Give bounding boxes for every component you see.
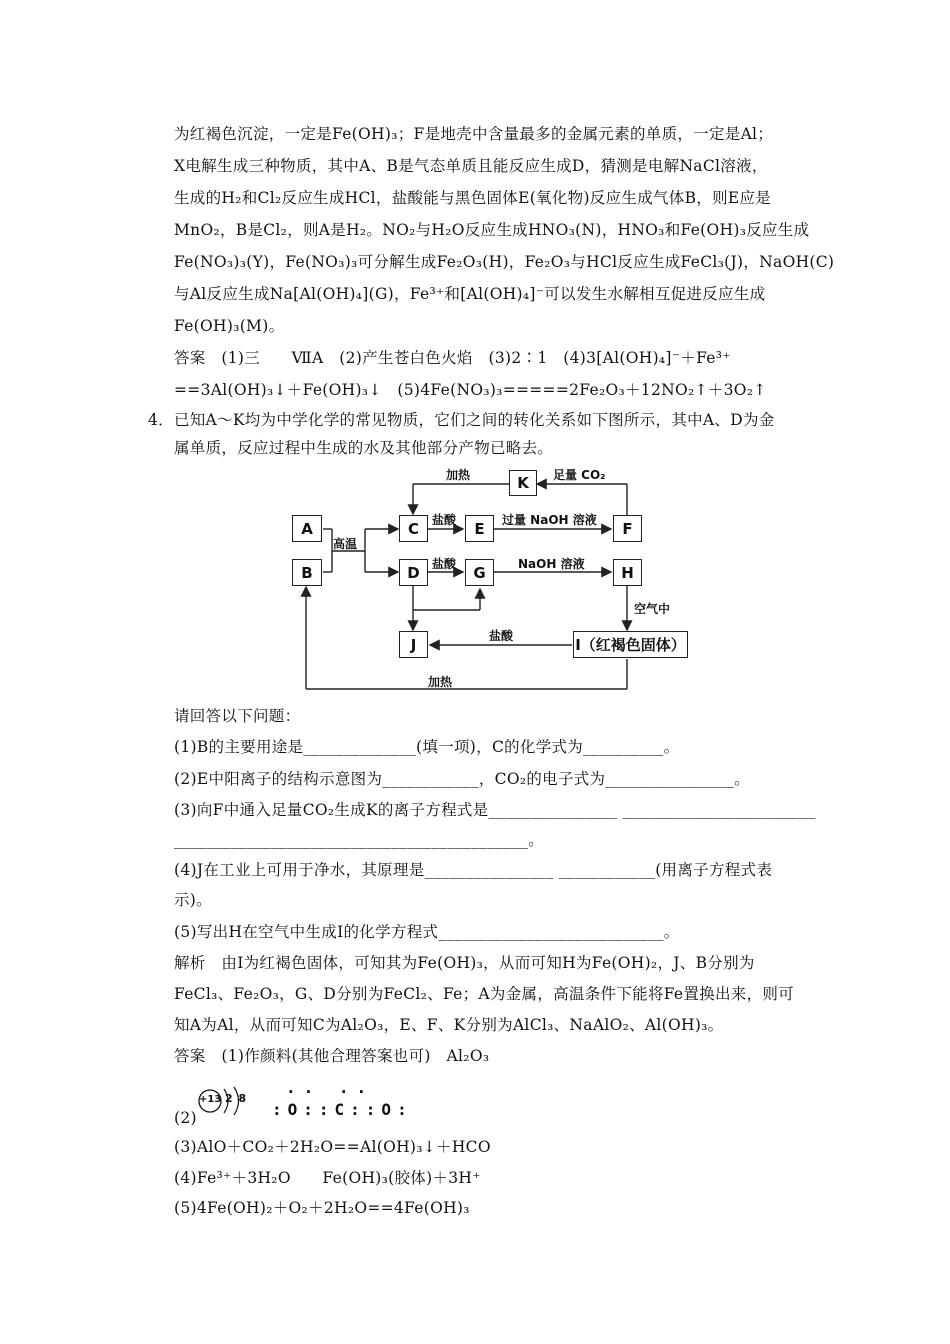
box-a: A [292, 515, 322, 542]
box-f: F [613, 515, 642, 542]
text-line: Fe(NO₃)₃(Y)，Fe(NO₃)₃可分解生成Fe₂O₃(H)，Fe₂O₃与HCl反应生成FeCl₃(J)，NaOH(C) [174, 253, 835, 271]
box-b: B [292, 559, 322, 586]
question-prompt: 请回答以下问题： [174, 707, 301, 725]
atom-structure-diagram [196, 1083, 256, 1119]
analysis-line: FeCl₃、Fe₂O₃，G、D分别为FeCl₂、Fe；A为金属，高温条件下能将Fe置换出来，则可 [174, 985, 794, 1003]
box-d: D [399, 559, 428, 586]
box-e: E [465, 515, 494, 542]
label-hcl-dg: 盐酸 [432, 557, 457, 571]
text-line: 与Al反应生成Na[Al(OH)₄](G)，Fe³⁺和[Al(OH)₄]⁻可以发生水解相互促进反应生成 [174, 285, 766, 303]
label-heat-bottom: 加热 [428, 675, 453, 689]
label-air: 空气中 [634, 602, 671, 616]
analysis-line: 知A为Al，从而可知C为Al₂O₃，E、F、K分别为AlCl₃、NaAlO₂、Al(OH)₃。 [174, 1016, 724, 1034]
label-naoh: NaOH 溶液 [518, 557, 585, 571]
label-naoh-excess: 过量 NaOH 溶液 [502, 513, 597, 527]
label-heat-top: 加热 [446, 468, 471, 482]
question-item: 示)。 [174, 891, 212, 909]
co2-electron-formula: :O::C::O: [272, 1100, 413, 1119]
question-4-stem: 属单质，反应过程中生成的水及其他部分产物已略去。 [174, 439, 554, 457]
text-line: 生成的H₂和Cl₂反应生成HCl，盐酸能与黑色固体E(氧化物)反应生成气体B，则E应是 [174, 189, 772, 207]
answer-line: (4)Fe³⁺＋3H₂O Fe(OH)₃(胶体)＋3H⁺ [174, 1169, 481, 1187]
question-4-stem: 4．已知A～K均为中学化学的常见物质，它们之间的转化关系如下图所示，其中A、D为金 [148, 411, 775, 429]
box-c: C [399, 515, 428, 542]
reaction-diagram [288, 463, 688, 698]
answer-line: ==3Al(OH)₃↓＋Fe(OH)₃↓ (5)4Fe(NO₃)₃=====2Fe₂O₃＋12NO₂↑＋3O₂↑ [174, 381, 767, 399]
analysis-line: 解析 由I为红褐色固体，可知其为Fe(OH)₃，从而可知H为Fe(OH)₂，J、B分别为 [174, 954, 755, 972]
question-item: (4)J在工业上可用于净水，其原理是________________ ____________(用离子方程式表 [174, 861, 773, 879]
answer-line: (5)4Fe(OH)₂＋O₂＋2H₂O==4Fe(OH)₃ [174, 1199, 470, 1217]
text-line: Fe(OH)₃(M)。 [174, 317, 285, 335]
atom-nucleus: +13 [199, 1094, 222, 1105]
label-hcl-ij: 盐酸 [489, 629, 514, 643]
question-item: (1)B的主要用途是______________(填一项)，C的化学式为__________。 [174, 738, 680, 756]
atom-shell-electrons: 2 8 [225, 1092, 248, 1105]
label-high-temp: 高温 [333, 537, 358, 551]
box-h: H [613, 559, 642, 586]
text-line: MnO₂，B是Cl₂，则A是H₂。NO₂与H₂O反应生成HNO₃(N)，HNO₃和Fe(OH)₃反应生成 [174, 221, 810, 239]
text-line: X电解生成三种物质，其中A、B是气态单质且能反应生成D，猜测是电解NaCl溶液， [174, 157, 768, 175]
box-i: I（红褐色固体） [573, 631, 688, 658]
answer-line: 答案 (1)三 ⅦA (2)产生苍白色火焰 (3)2∶1 (4)3[Al(OH)₄]⁻＋Fe³⁺ [174, 349, 731, 367]
question-item: (2)E中阳离子的结构示意图为____________，CO₂的电子式为________________。 [174, 770, 750, 788]
box-j: J [399, 631, 428, 658]
box-g: G [465, 559, 494, 586]
answer-2-label: (2) [174, 1109, 197, 1127]
box-k: K [509, 470, 537, 496]
question-item: (3)向F中通入足量CO₂生成K的离子方程式是________________ ________________________ [174, 801, 816, 819]
text-line: 为红褐色沉淀，一定是Fe(OH)₃；F是地壳中含量最多的金属元素的单质，一定是Al； [174, 125, 774, 143]
co2-dots-top: .. .. [286, 1078, 375, 1097]
label-co2: 足量 CO₂ [553, 468, 606, 482]
answer-line: 答案 (1)作颜料(其他合理答案也可) Al₂O₃ [174, 1047, 490, 1065]
question-item: ____________________________________________。 [174, 831, 544, 849]
answer-line: (3)AlO＋CO₂＋2H₂O==Al(OH)₃↓＋HCO [174, 1138, 491, 1156]
question-item: (5)写出H在空气中生成I的化学方程式____________________________。 [174, 923, 680, 941]
label-hcl-ce: 盐酸 [432, 513, 457, 527]
